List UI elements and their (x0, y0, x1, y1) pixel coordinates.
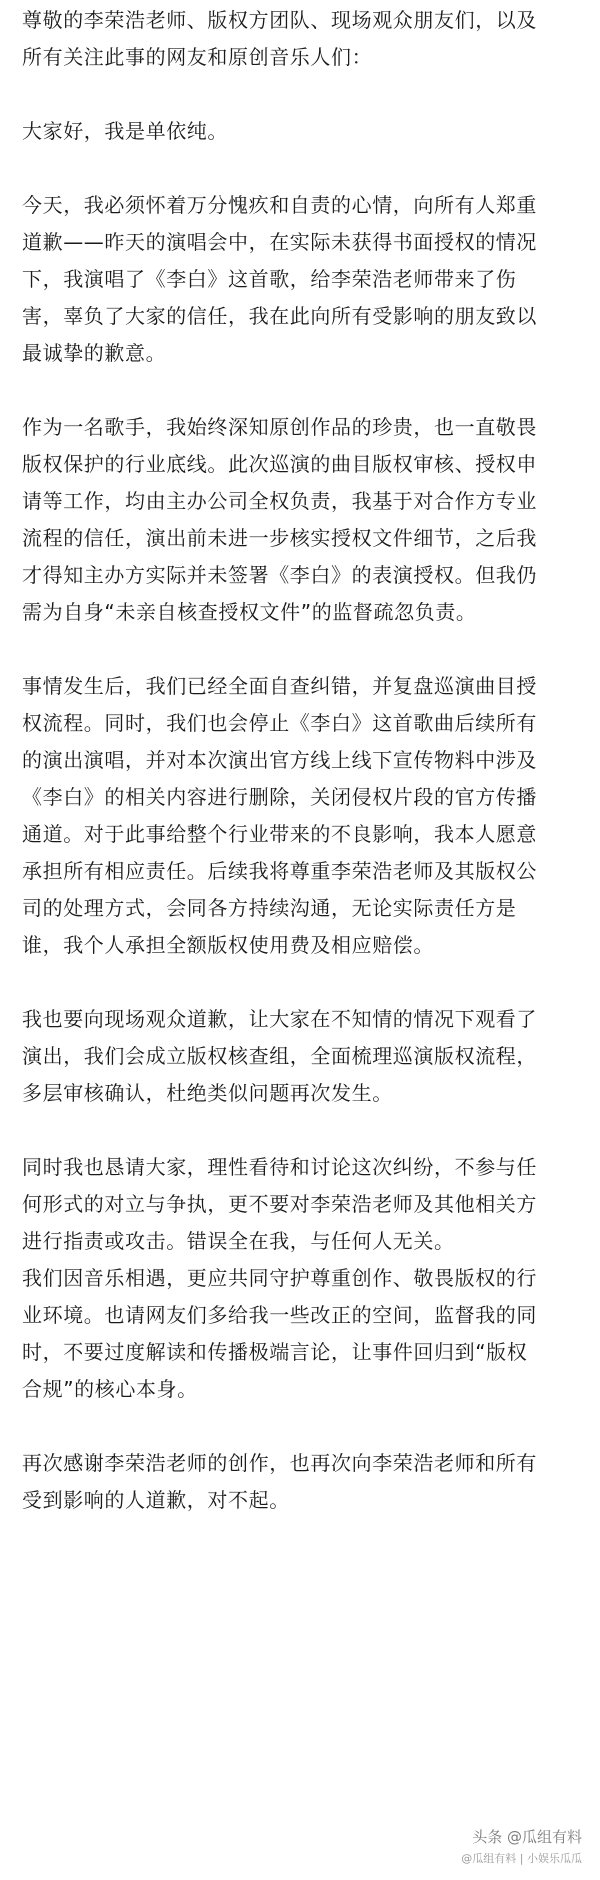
paragraph-gap (22, 1408, 584, 1445)
paragraph-gap (22, 76, 584, 113)
text-line: 谁，我个人承担全额版权使用费及相应赔偿。 (22, 933, 434, 957)
watermark-sub: @瓜组有料 | 小娱乐瓜瓜 (461, 1852, 582, 1865)
text-line: 通道。对于此事给整个行业带来的不良影响，我本人愿意 (22, 822, 537, 846)
text-line: 害，辜负了大家的信任，我在此向所有受影响的朋友致以 (22, 304, 537, 328)
text-line: 承担所有相应责任。后续我将尊重李荣浩老师及其版权公 (22, 859, 537, 883)
text-line: 我们因音乐相遇，更应共同守护尊重创作、敬畏版权的行 (22, 1266, 537, 1290)
text-line: 多层审核确认，杜绝类似问题再次发生。 (22, 1081, 393, 1105)
paragraph-audience-apology (22, 1001, 584, 1112)
paragraph-gap (22, 631, 584, 668)
text-line: 同时我也恳请大家，理性看待和讨论这次纠纷，不参与任 (22, 1155, 537, 1179)
text-line: 版权保护的行业底线。此次巡演的曲目版权审核、授权申 (22, 452, 537, 476)
text-line: 需为自身“未亲自核查授权文件”的监督疏忽负责。 (22, 600, 477, 624)
paragraph-explanation (22, 409, 584, 631)
text-line: 事情发生后，我们已经全面自查纠错，并复盘巡演曲目授 (22, 674, 537, 698)
paragraph-appeal (22, 1149, 584, 1260)
paragraph-apology (22, 187, 584, 372)
text-line: 我也要向现场观众道歉，让大家在不知情的情况下观看了 (22, 1007, 537, 1031)
text-line: 权流程。同时，我们也会停止《李白》这首歌曲后续所有 (22, 711, 537, 735)
text-line: 业环境。也请网友们多给我一些改正的空间，监督我的同 (22, 1303, 537, 1327)
text-line: 道歉——昨天的演唱会中，在实际未获得书面授权的情况 (22, 230, 537, 254)
paragraph-gap (22, 150, 584, 187)
text-line: 何形式的对立与争执，更不要对李荣浩老师及其他相关方 (22, 1192, 537, 1216)
text-line: 进行指责或攻击。错误全在我，与任何人无关。 (22, 1229, 455, 1253)
watermark (332, 1826, 582, 1874)
text-line: 受到影响的人道歉，对不起。 (22, 1488, 290, 1512)
text-line: 流程的信任，演出前未进一步核实授权文件细节，之后我 (22, 526, 537, 550)
text-line: 尊敬的李荣浩老师、版权方团队、现场观众朋友们，以及 (22, 8, 537, 32)
text-line: 请等工作，均由主办公司全权负责，我基于对合作方专业 (22, 489, 537, 513)
apology-letter (22, 2, 584, 1519)
text-line: 下，我演唱了《李白》这首歌，给李荣浩老师带来了伤 (22, 267, 517, 291)
text-line: 演出，我们会成立版权核查组，全面梳理巡演版权流程， (22, 1044, 537, 1068)
text-line: 合规”的核心本身。 (22, 1377, 198, 1401)
paragraph-environment (22, 1260, 584, 1408)
text-line: 最诚挚的歉意。 (22, 341, 167, 365)
text-line: 今天，我必须怀着万分愧疚和自责的心情，向所有人郑重 (22, 193, 537, 217)
closing (22, 1445, 584, 1519)
text-line: 《李白》的相关内容进行删除，关闭侵权片段的官方传播 (22, 785, 537, 809)
paragraph-gap (22, 964, 584, 1001)
text-line: 作为一名歌手，我始终深知原创作品的珍贵，也一直敬畏 (22, 415, 537, 439)
text-line: 司的处理方式，会同各方持续沟通，无论实际责任方是 (22, 896, 517, 920)
text-line: 时，不要过度解读和传播极端言论，让事件回归到“版权 (22, 1340, 528, 1364)
paragraph-gap (22, 1112, 584, 1149)
greeting (22, 113, 584, 150)
paragraph-gap (22, 372, 584, 409)
paragraph-corrective-actions (22, 668, 584, 964)
text-line: 所有关注此事的网友和原创音乐人们： (22, 45, 373, 69)
text-line: 再次感谢李荣浩老师的创作，也再次向李荣浩老师和所有 (22, 1451, 537, 1475)
text-line: 大家好，我是单依纯。 (22, 119, 228, 143)
salutation (22, 2, 584, 76)
text-line: 的演出演唱，并对本次演出官方线上线下宣传物料中涉及 (22, 748, 537, 772)
watermark-main: 头条 @瓜组有料 (472, 1828, 582, 1846)
text-line: 才得知主办方实际并未签署《李白》的表演授权。但我仍 (22, 563, 537, 587)
